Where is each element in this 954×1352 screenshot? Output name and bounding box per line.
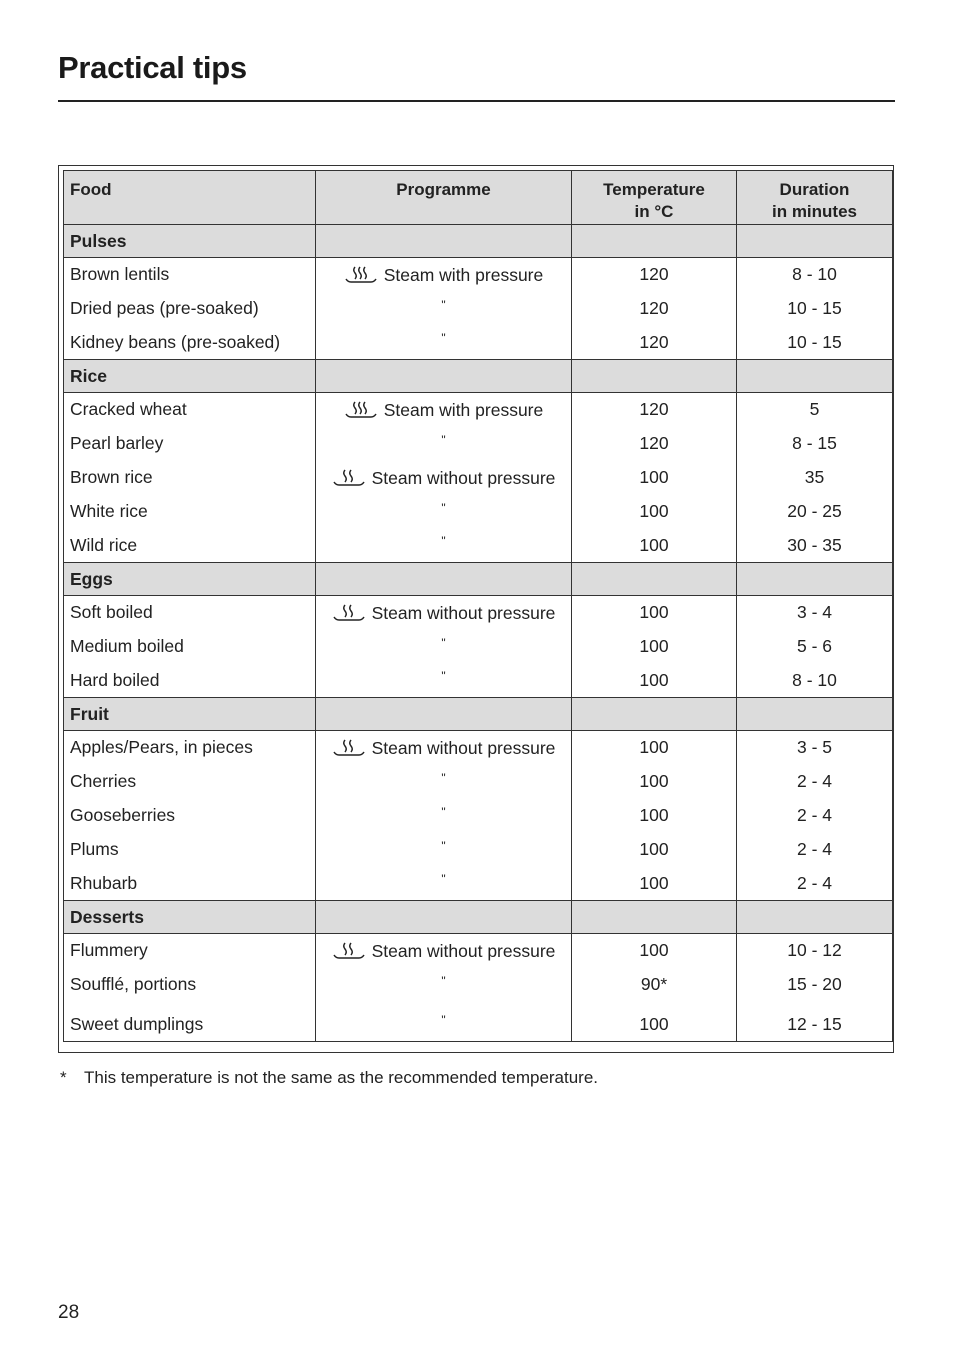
table-row	[64, 968, 893, 1002]
food-cell: Rhubarb	[64, 867, 316, 901]
ditto-mark: "	[441, 669, 446, 684]
group-row	[64, 901, 893, 934]
food-cell: Flummery	[64, 934, 316, 968]
group-empty-cell	[737, 698, 893, 731]
steam-without-pressure-icon	[332, 467, 366, 487]
group-empty-cell	[737, 225, 893, 258]
group-row	[64, 225, 893, 258]
temperature-cell: 100	[572, 731, 737, 765]
footnote-marker: *	[60, 1068, 67, 1087]
programme-cell	[316, 1002, 572, 1042]
programme-cell	[316, 292, 572, 326]
food-cell: Brown rice	[64, 461, 316, 495]
duration-cell: 8 - 10	[737, 258, 893, 292]
table-row	[64, 833, 893, 867]
table-row	[64, 1002, 893, 1042]
group-name: Desserts	[64, 901, 316, 934]
table-row	[64, 292, 893, 326]
ditto-mark: "	[441, 770, 446, 785]
temperature-cell: 120	[572, 292, 737, 326]
programme-cell	[316, 529, 572, 563]
table-row	[64, 934, 893, 968]
group-empty-cell	[737, 901, 893, 934]
food-cell: Plums	[64, 833, 316, 867]
ditto-mark: "	[441, 973, 446, 988]
duration-cell: 8 - 10	[737, 664, 893, 698]
food-cell: Hard boiled	[64, 664, 316, 698]
food-cell: Cherries	[64, 765, 316, 799]
duration-cell: 2 - 4	[737, 765, 893, 799]
table-row	[64, 529, 893, 563]
header-duration-line2: in minutes	[771, 202, 857, 221]
group-empty-cell	[737, 360, 893, 393]
header-temperature-line1: Temperature	[603, 180, 705, 199]
steam-without-pressure-icon	[332, 737, 366, 757]
temperature-cell: 120	[572, 326, 737, 360]
duration-cell: 5 - 6	[737, 630, 893, 664]
group-empty-cell	[572, 698, 737, 731]
group-row	[64, 563, 893, 596]
food-cell: Soufflé, portions	[64, 968, 316, 1002]
duration-cell: 15 - 20	[737, 968, 893, 1002]
food-cell: Wild rice	[64, 529, 316, 563]
group-name: Fruit	[64, 698, 316, 731]
temperature-cell: 100	[572, 630, 737, 664]
group-empty-cell	[316, 563, 572, 596]
food-cell: Gooseberries	[64, 799, 316, 833]
steam-with-pressure-icon	[344, 264, 378, 284]
group-empty-cell	[737, 563, 893, 596]
steam-without-pressure-icon	[332, 940, 366, 960]
duration-cell: 20 - 25	[737, 495, 893, 529]
programme-label: Steam without pressure	[371, 940, 556, 961]
group-empty-cell	[316, 360, 572, 393]
programme-cell	[316, 934, 572, 968]
ditto-mark: "	[441, 872, 446, 887]
food-cell: Pearl barley	[64, 427, 316, 461]
group-empty-cell	[316, 901, 572, 934]
duration-cell: 5	[737, 393, 893, 427]
temperature-cell: 100	[572, 529, 737, 563]
table-row	[64, 664, 893, 698]
programme-cell	[316, 461, 572, 495]
header-food: Food	[64, 171, 316, 225]
food-cell: Medium boiled	[64, 630, 316, 664]
group-empty-cell	[316, 225, 572, 258]
programme-cell	[316, 258, 572, 292]
table-row	[64, 765, 893, 799]
table-row	[64, 799, 893, 833]
food-cell: Brown lentils	[64, 258, 316, 292]
programme-cell	[316, 596, 572, 630]
title-divider	[58, 100, 895, 102]
ditto-mark: "	[441, 838, 446, 853]
group-empty-cell	[572, 360, 737, 393]
steam-without-pressure-icon	[332, 602, 366, 622]
header-temperature-line2: in °C	[634, 202, 674, 221]
group-name: Rice	[64, 360, 316, 393]
header-duration-line1: Duration	[779, 180, 850, 199]
duration-cell: 10 - 15	[737, 292, 893, 326]
group-name: Eggs	[64, 563, 316, 596]
header-programme: Programme	[316, 171, 572, 225]
temperature-cell: 100	[572, 765, 737, 799]
programme-label: Steam with pressure	[383, 399, 544, 420]
food-cell: Dried peas (pre-soaked)	[64, 292, 316, 326]
footnote	[60, 1068, 598, 1088]
table-row	[64, 630, 893, 664]
temperature-cell: 100	[572, 664, 737, 698]
duration-cell: 2 - 4	[737, 799, 893, 833]
programme-cell	[316, 833, 572, 867]
ditto-mark: "	[441, 432, 446, 447]
ditto-mark: "	[441, 331, 446, 346]
table-header-row	[64, 171, 893, 225]
temperature-cell: 100	[572, 799, 737, 833]
table-row	[64, 867, 893, 901]
duration-cell: 10 - 15	[737, 326, 893, 360]
table-row	[64, 326, 893, 360]
header-duration	[737, 171, 893, 225]
table-row	[64, 461, 893, 495]
temperature-cell: 90*	[572, 968, 737, 1002]
duration-cell: 3 - 4	[737, 596, 893, 630]
group-row	[64, 698, 893, 731]
duration-cell: 2 - 4	[737, 867, 893, 901]
group-name: Pulses	[64, 225, 316, 258]
duration-cell: 12 - 15	[737, 1002, 893, 1042]
temperature-cell: 120	[572, 393, 737, 427]
duration-cell: 35	[737, 461, 893, 495]
table-row	[64, 731, 893, 765]
duration-cell: 2 - 4	[737, 833, 893, 867]
table-row	[64, 427, 893, 461]
steam-with-pressure-icon	[344, 399, 378, 419]
duration-cell: 30 - 35	[737, 529, 893, 563]
programme-label: Steam without pressure	[371, 737, 556, 758]
food-cell: Kidney beans (pre-soaked)	[64, 326, 316, 360]
header-temperature	[572, 171, 737, 225]
programme-cell	[316, 968, 572, 1002]
programme-cell	[316, 326, 572, 360]
page-number: 28	[58, 1302, 80, 1323]
programme-cell	[316, 495, 572, 529]
programme-label: Steam without pressure	[371, 602, 556, 623]
cooking-table	[63, 170, 893, 1042]
temperature-cell: 100	[572, 833, 737, 867]
table-row	[64, 596, 893, 630]
page-title: Practical tips	[58, 50, 247, 85]
temperature-cell: 120	[572, 427, 737, 461]
temperature-cell: 100	[572, 495, 737, 529]
ditto-mark: "	[441, 534, 446, 549]
duration-cell: 10 - 12	[737, 934, 893, 968]
table-row	[64, 393, 893, 427]
programme-cell	[316, 393, 572, 427]
programme-cell	[316, 799, 572, 833]
temperature-cell: 100	[572, 867, 737, 901]
programme-cell	[316, 664, 572, 698]
duration-cell: 8 - 15	[737, 427, 893, 461]
food-cell: Apples/Pears, in pieces	[64, 731, 316, 765]
temperature-cell: 100	[572, 1002, 737, 1042]
ditto-mark: "	[441, 635, 446, 650]
programme-cell	[316, 867, 572, 901]
food-cell: Cracked wheat	[64, 393, 316, 427]
temperature-cell: 120	[572, 258, 737, 292]
group-empty-cell	[316, 698, 572, 731]
temperature-cell: 100	[572, 461, 737, 495]
ditto-mark: "	[441, 804, 446, 819]
ditto-mark: "	[441, 297, 446, 312]
table-row	[64, 258, 893, 292]
group-empty-cell	[572, 901, 737, 934]
duration-cell: 3 - 5	[737, 731, 893, 765]
table-body	[64, 225, 893, 1042]
group-row	[64, 360, 893, 393]
food-cell: Soft boiled	[64, 596, 316, 630]
programme-cell	[316, 427, 572, 461]
programme-cell	[316, 731, 572, 765]
programme-cell	[316, 630, 572, 664]
programme-label: Steam with pressure	[383, 264, 544, 285]
group-empty-cell	[572, 225, 737, 258]
group-empty-cell	[572, 563, 737, 596]
food-cell: White rice	[64, 495, 316, 529]
food-cell: Sweet dumplings	[64, 1002, 316, 1042]
table-row	[64, 495, 893, 529]
footnote-text: This temperature is not the same as the recommended temperature.	[84, 1068, 599, 1087]
ditto-mark: "	[441, 500, 446, 515]
temperature-cell: 100	[572, 934, 737, 968]
ditto-mark: "	[441, 1013, 446, 1027]
programme-cell	[316, 765, 572, 799]
programme-label: Steam without pressure	[371, 467, 556, 488]
temperature-cell: 100	[572, 596, 737, 630]
